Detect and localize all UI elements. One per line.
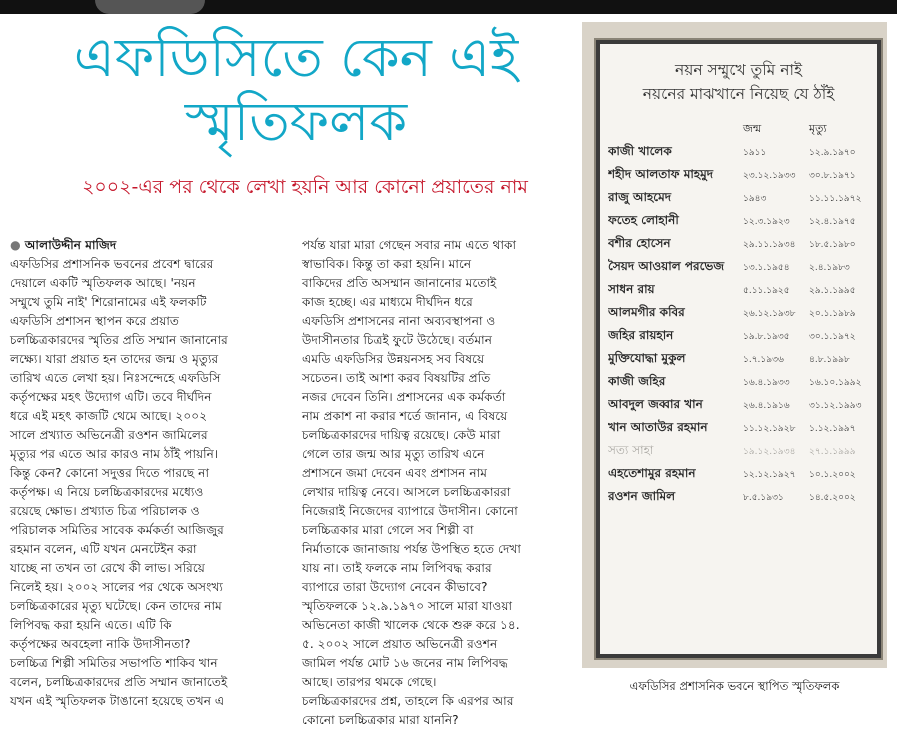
text-line: যাচ্ছে না তখন তা রেখে কী লাভ। সরিয়ে <box>10 561 205 575</box>
column-1-body <box>10 255 286 711</box>
plaque-entry-name: জহির রায়হান <box>608 327 674 342</box>
plaque-entry-birth: ৮.৫.১৯৩১ <box>743 493 784 503</box>
text-line: এফডিসি প্রশাসনের নানা অব্যবস্থাপনা ও <box>302 314 496 328</box>
article-column-2 <box>302 236 578 730</box>
text-line: লেখার দায়িত্ব নেবে। আসলে চলচ্চিত্রকাররা <box>302 485 511 499</box>
text-line: ব্যাপারে তারা উদ্যোগ নেবেন কীভাবে? <box>302 580 488 594</box>
plaque-entry-birth: ১৯১১ <box>743 148 767 158</box>
text-line: স্মৃতিফলকে ১২.৯.১৯৭০ সালে মারা যাওয়া <box>302 599 513 613</box>
text-line: বলেন, চলচ্চিত্রকারদের প্রতি সম্মান জানাতেই <box>10 675 228 689</box>
plaque-entry-name: বশীর হোসেন <box>608 235 671 250</box>
plaque-entry-death: ৩০.১.১৯৭২ <box>809 332 856 342</box>
text-line: বাকিদের প্রতি অসম্মান জানানোর মতোই <box>302 276 497 290</box>
column-2-body <box>302 236 578 730</box>
plaque-entry-birth: ২৬.৪.১৯১৬ <box>743 401 790 411</box>
text-line: উদাসীনতার চিত্রই ফুটে উঠেছে। বর্তমান <box>302 333 492 347</box>
plaque-entry-birth: ২৩.১২.১৯৩৩ <box>743 171 796 181</box>
author-name: আলাউদ্দীন মাজিদ <box>24 238 117 252</box>
headline-line-2: স্মৃতিফলক <box>184 90 408 153</box>
plaque-header-birth: জন্ম <box>743 122 762 135</box>
text-line: স্বাভাবিক। কিন্তু তা করা হয়নি। মানে <box>302 257 472 271</box>
plaque-entry-death: ১৬.১০.১৯৯২ <box>809 378 862 388</box>
plaque-entry-name: এহতেশামুর রহমান <box>608 465 696 480</box>
text-line: ধরে এই মহৎ কাজটি থেমে আছে। ২০০২ <box>10 409 208 423</box>
plaque-header-spacer <box>608 120 743 139</box>
text-line: রয়েছে ক্ষোভ। প্রখ্যাত চিত্র পরিচালক ও <box>10 504 200 518</box>
text-line: অভিনেতা কাজী খালেক থেকে শুরু করে ১৪. <box>302 618 520 632</box>
plaque-entry <box>608 164 869 187</box>
plaque-entry <box>608 187 869 210</box>
text-line: পরিচালক সমিতির সাবেক কর্মকর্তা আজিজুর <box>10 523 224 537</box>
text-line: মৃত্যুর পর এতে আর কারও নাম ঠাঁই পায়নি। <box>10 447 219 461</box>
plaque-entry <box>608 233 869 256</box>
plaque-entry-death: ৩০.৮.১৯৭১ <box>809 171 856 181</box>
text-line: চলচ্চিত্রকারদের প্রশ্ন, তাহলে কি এরপর আর <box>302 694 514 708</box>
plaque-column-headers <box>608 120 869 139</box>
plaque-entry-name: আবদুল জব্বার খান <box>608 396 703 411</box>
text-line: সচেতন। তাই আশা করব বিষয়টির প্রতি <box>302 371 491 385</box>
plaque-entry-birth: ১২.১২.১৯২৭ <box>743 470 796 480</box>
plaque-entry-death: ৪.৮.১৯৯৮ <box>809 355 850 365</box>
plaque-title-line-1: নয়ন সম্মুখে তুমি নাই <box>674 61 803 79</box>
text-line: সম্মুখে তুমি নাই' শিরোনামের এই ফলকটি <box>10 295 207 309</box>
text-line: নিলেই হয়। ২০০২ সালের পর থেকে অসংখ্য <box>10 580 223 594</box>
plaque-entry-death: ৩১.১২.১৯৯৩ <box>809 401 862 411</box>
text-line: নাম প্রকাশ না করার শর্তে জানান, এ বিষয়ে <box>302 409 508 423</box>
headline <box>0 26 592 154</box>
text-line: পর্যন্ত যারা মারা গেছেন সবার নাম এতে থাকা <box>302 238 517 252</box>
plaque-title-line-2: নয়নের মাঝখানে নিয়েছ যে ঠাঁই <box>642 85 835 103</box>
text-line: চলচ্চিত্রকারদের স্মৃতির প্রতি সম্মান জানানোর <box>10 333 228 347</box>
plaque-entry-birth: ১৯.৮.১৯৩৫ <box>743 332 790 342</box>
text-line: রহমান বলেন, এটি যখন মেনটেইন করা <box>10 542 197 556</box>
text-line: সালে প্রখ্যাত অভিনেত্রী রওশন জামিলের <box>10 428 208 442</box>
top-decorative-bar <box>0 0 897 14</box>
plaque-entry <box>608 486 869 509</box>
text-line: গেলে তার জন্ম আর মৃত্যু তারিখ এনে <box>302 447 485 461</box>
text-line: নির্মাতাকে জানাজায় পর্যন্ত উপস্থিত হতে দেখা <box>302 542 521 556</box>
plaque-entry-birth: ১২.৩.১৯২৩ <box>743 217 790 227</box>
plaque-entry <box>608 302 869 325</box>
byline <box>10 236 286 255</box>
text-line: এমডি এফডিসির উন্নয়নসহ সব বিষয়ে <box>302 352 485 366</box>
plaque-entry <box>608 440 869 463</box>
plaque-entry-birth: ২৬.১২.১৯৩৮ <box>743 309 796 319</box>
text-line: জামিল পর্যন্ত মোট ১৬ জনের নাম লিপিবদ্ধ <box>302 656 508 670</box>
plaque-entry-name: রওশন জামিল <box>608 488 676 503</box>
text-line: চলচ্চিত্রকার মারা গেলে সব শিল্পী বা <box>302 523 474 537</box>
text-line: কিন্তু কেন? কোনো সদুত্তর দিতে পারছে না <box>10 466 209 480</box>
plaque-entry-name: ফতেহ লোহানী <box>608 212 679 227</box>
plaque-entry <box>608 394 869 417</box>
plaque-entry-name: আলমগীর কবির <box>608 304 685 319</box>
text-line: চলচ্চিত্র শিল্পী সমিতির সভাপতি শাকিব খান <box>10 656 218 670</box>
plaque-entry-name: সৈয়দ আওয়াল পরভেজ <box>608 258 725 273</box>
plaque-entry-name: সাধন রায় <box>608 281 655 296</box>
text-line: কর্তৃপক্ষের অবহেলা নাকি উদাসীনতা? <box>10 637 191 651</box>
text-line: এফডিসি প্রশাসন স্থাপন করে প্রয়াত <box>10 314 180 328</box>
text-line: লিপিবদ্ধ করা হয়নি এতে। এটি কি <box>10 618 172 632</box>
text-line: এফডিসির প্রশাসনিক ভবনের প্রবেশ দ্বারের <box>10 257 214 271</box>
text-line: চলচ্চিত্রকারদের দায়িত্ব রয়েছে। কেউ মারা <box>302 428 501 442</box>
plaque-entries <box>608 141 869 509</box>
plaque-entry-name: রাজু আহমেদ <box>608 189 672 204</box>
plaque-entry <box>608 256 869 279</box>
plaque-title <box>600 58 877 106</box>
plaque-entry-death: ১০.১.২০০২ <box>809 470 856 480</box>
plaque-entry-death: ২৯.১.১৯৯৫ <box>809 286 856 296</box>
text-line: যায় না। তাই ফলকে নাম লিপিবদ্ধ করার <box>302 561 492 575</box>
plaque-entry-death: ১৮.৫.১৯৮০ <box>809 240 856 250</box>
text-line: দেয়ালে একটি স্মৃতিফলক আছে। 'নয়ন <box>10 276 196 290</box>
plaque-entry-birth: ১৬.৪.১৯৩৩ <box>743 378 790 388</box>
plaque-entry-death: ১২.৪.১৯৭৫ <box>809 217 856 227</box>
text-line: কাজ হচ্ছে। এর মাধ্যমে দীর্ঘদিন ধরে <box>302 295 473 309</box>
plaque-entry-birth: ১১.১২.১৯২৮ <box>743 424 796 434</box>
text-line: কোনো চলচ্চিত্রকার মারা যাননি? <box>302 713 459 727</box>
plaque-entry-birth: ১৩.১.১৯৫৪ <box>743 263 790 273</box>
plaque-entry-birth: ১৯.১২.১৯৩৪ <box>743 447 796 457</box>
text-line: চলচ্চিত্রকারের মৃত্যু ঘটেছে। কেন তাদের নাম <box>10 599 222 613</box>
photo-caption: এফডিসির প্রশাসনিক ভবনে স্থাপিত স্মৃতিফলক <box>629 679 840 693</box>
text-line: যখন এই স্মৃতিফলক টাঙানো হয়েছে তখন এ <box>10 694 225 708</box>
plaque-entry <box>608 210 869 233</box>
plaque-entry-birth: ৫.১১.১৯২৫ <box>743 286 790 296</box>
bullet-icon: ● <box>10 238 25 252</box>
text-line: আছে। তারপর থমকে গেছে। <box>302 675 437 689</box>
plaque-entry-birth: ১৯৪৩ <box>743 194 767 204</box>
headline-line-1: এফডিসিতে কেন এই <box>73 26 519 89</box>
plaque-entry <box>608 141 869 164</box>
text-line: নিজেরাই নিজেদের ব্যাপারে উদাসীন। কোনো <box>302 504 518 518</box>
text-line: ৫. ২০০২ সালে প্রয়াত অভিনেত্রী রওশন <box>302 637 498 651</box>
plaque-photo <box>582 22 887 668</box>
text-line: প্রশাসনে জমা দেবেন এবং প্রশাসন নাম <box>302 466 487 480</box>
plaque-entry <box>608 371 869 394</box>
plaque-entry-name: কাজী খালেক <box>608 143 672 158</box>
text-line: তারিখ এতে লেখা হয়। নিঃসন্দেহে এফডিসি <box>10 371 221 385</box>
plaque-header-death: মৃত্যু <box>809 122 827 135</box>
text-line: কর্তৃপক্ষের মহৎ উদ্যোগ এটি। তবে দীর্ঘদিন <box>10 390 212 404</box>
plaque-entry-name: সত্য সাহা <box>608 442 654 457</box>
plaque-entry-death: ১৪.৫.২০০২ <box>809 493 856 503</box>
plaque-entry-death: ২.৪.১৯৮৩ <box>809 263 850 273</box>
plaque-entry-death: ১১.১১.১৯৭২ <box>809 194 862 204</box>
plaque-entry-name: খান আতাউর রহমান <box>608 419 708 434</box>
plaque-entry-death: ২০.১.১৯৮৯ <box>809 309 856 319</box>
plaque-entry-death: ২৭.১.১৯৯৯ <box>809 447 856 457</box>
plaque-entry-birth: ২৯.১১.১৯৩৪ <box>743 240 796 250</box>
plaque-entry <box>608 348 869 371</box>
plaque-entry-name: কাজী জহির <box>608 373 666 388</box>
plaque-entry <box>608 325 869 348</box>
article-column-1 <box>10 236 286 711</box>
plaque-entry <box>608 279 869 302</box>
plaque-entry <box>608 417 869 440</box>
plaque-entry <box>608 463 869 486</box>
plaque-entry-death: ১২.৯.১৯৭০ <box>809 148 856 158</box>
text-line: লক্ষ্যে। যারা প্রয়াত হন তাদের জন্ম ও মৃত্যুর <box>10 352 219 366</box>
plaque-entry-name: মুক্তিযোদ্ধা মুকুল <box>608 350 686 365</box>
memorial-plaque <box>596 40 881 658</box>
plaque-entry-birth: ১.৭.১৯৩৬ <box>743 355 784 365</box>
text-line: নজর দেবেন তিনি। প্রশাসনের এক কর্মকর্তা <box>302 390 506 404</box>
plaque-entry-name: শহীদ আলতাফ মাহমুদ <box>608 166 714 181</box>
subheadline: ২০০২-এর পর থেকে লেখা হয়নি আর কোনো প্রয়াতের নাম <box>82 176 528 198</box>
text-line: কর্তৃপক্ষ। এ নিয়ে চলচ্চিত্রকারদের মধ্যেও <box>10 485 204 499</box>
plaque-entry-death: ১.১২.১৯৯৭ <box>809 424 856 434</box>
